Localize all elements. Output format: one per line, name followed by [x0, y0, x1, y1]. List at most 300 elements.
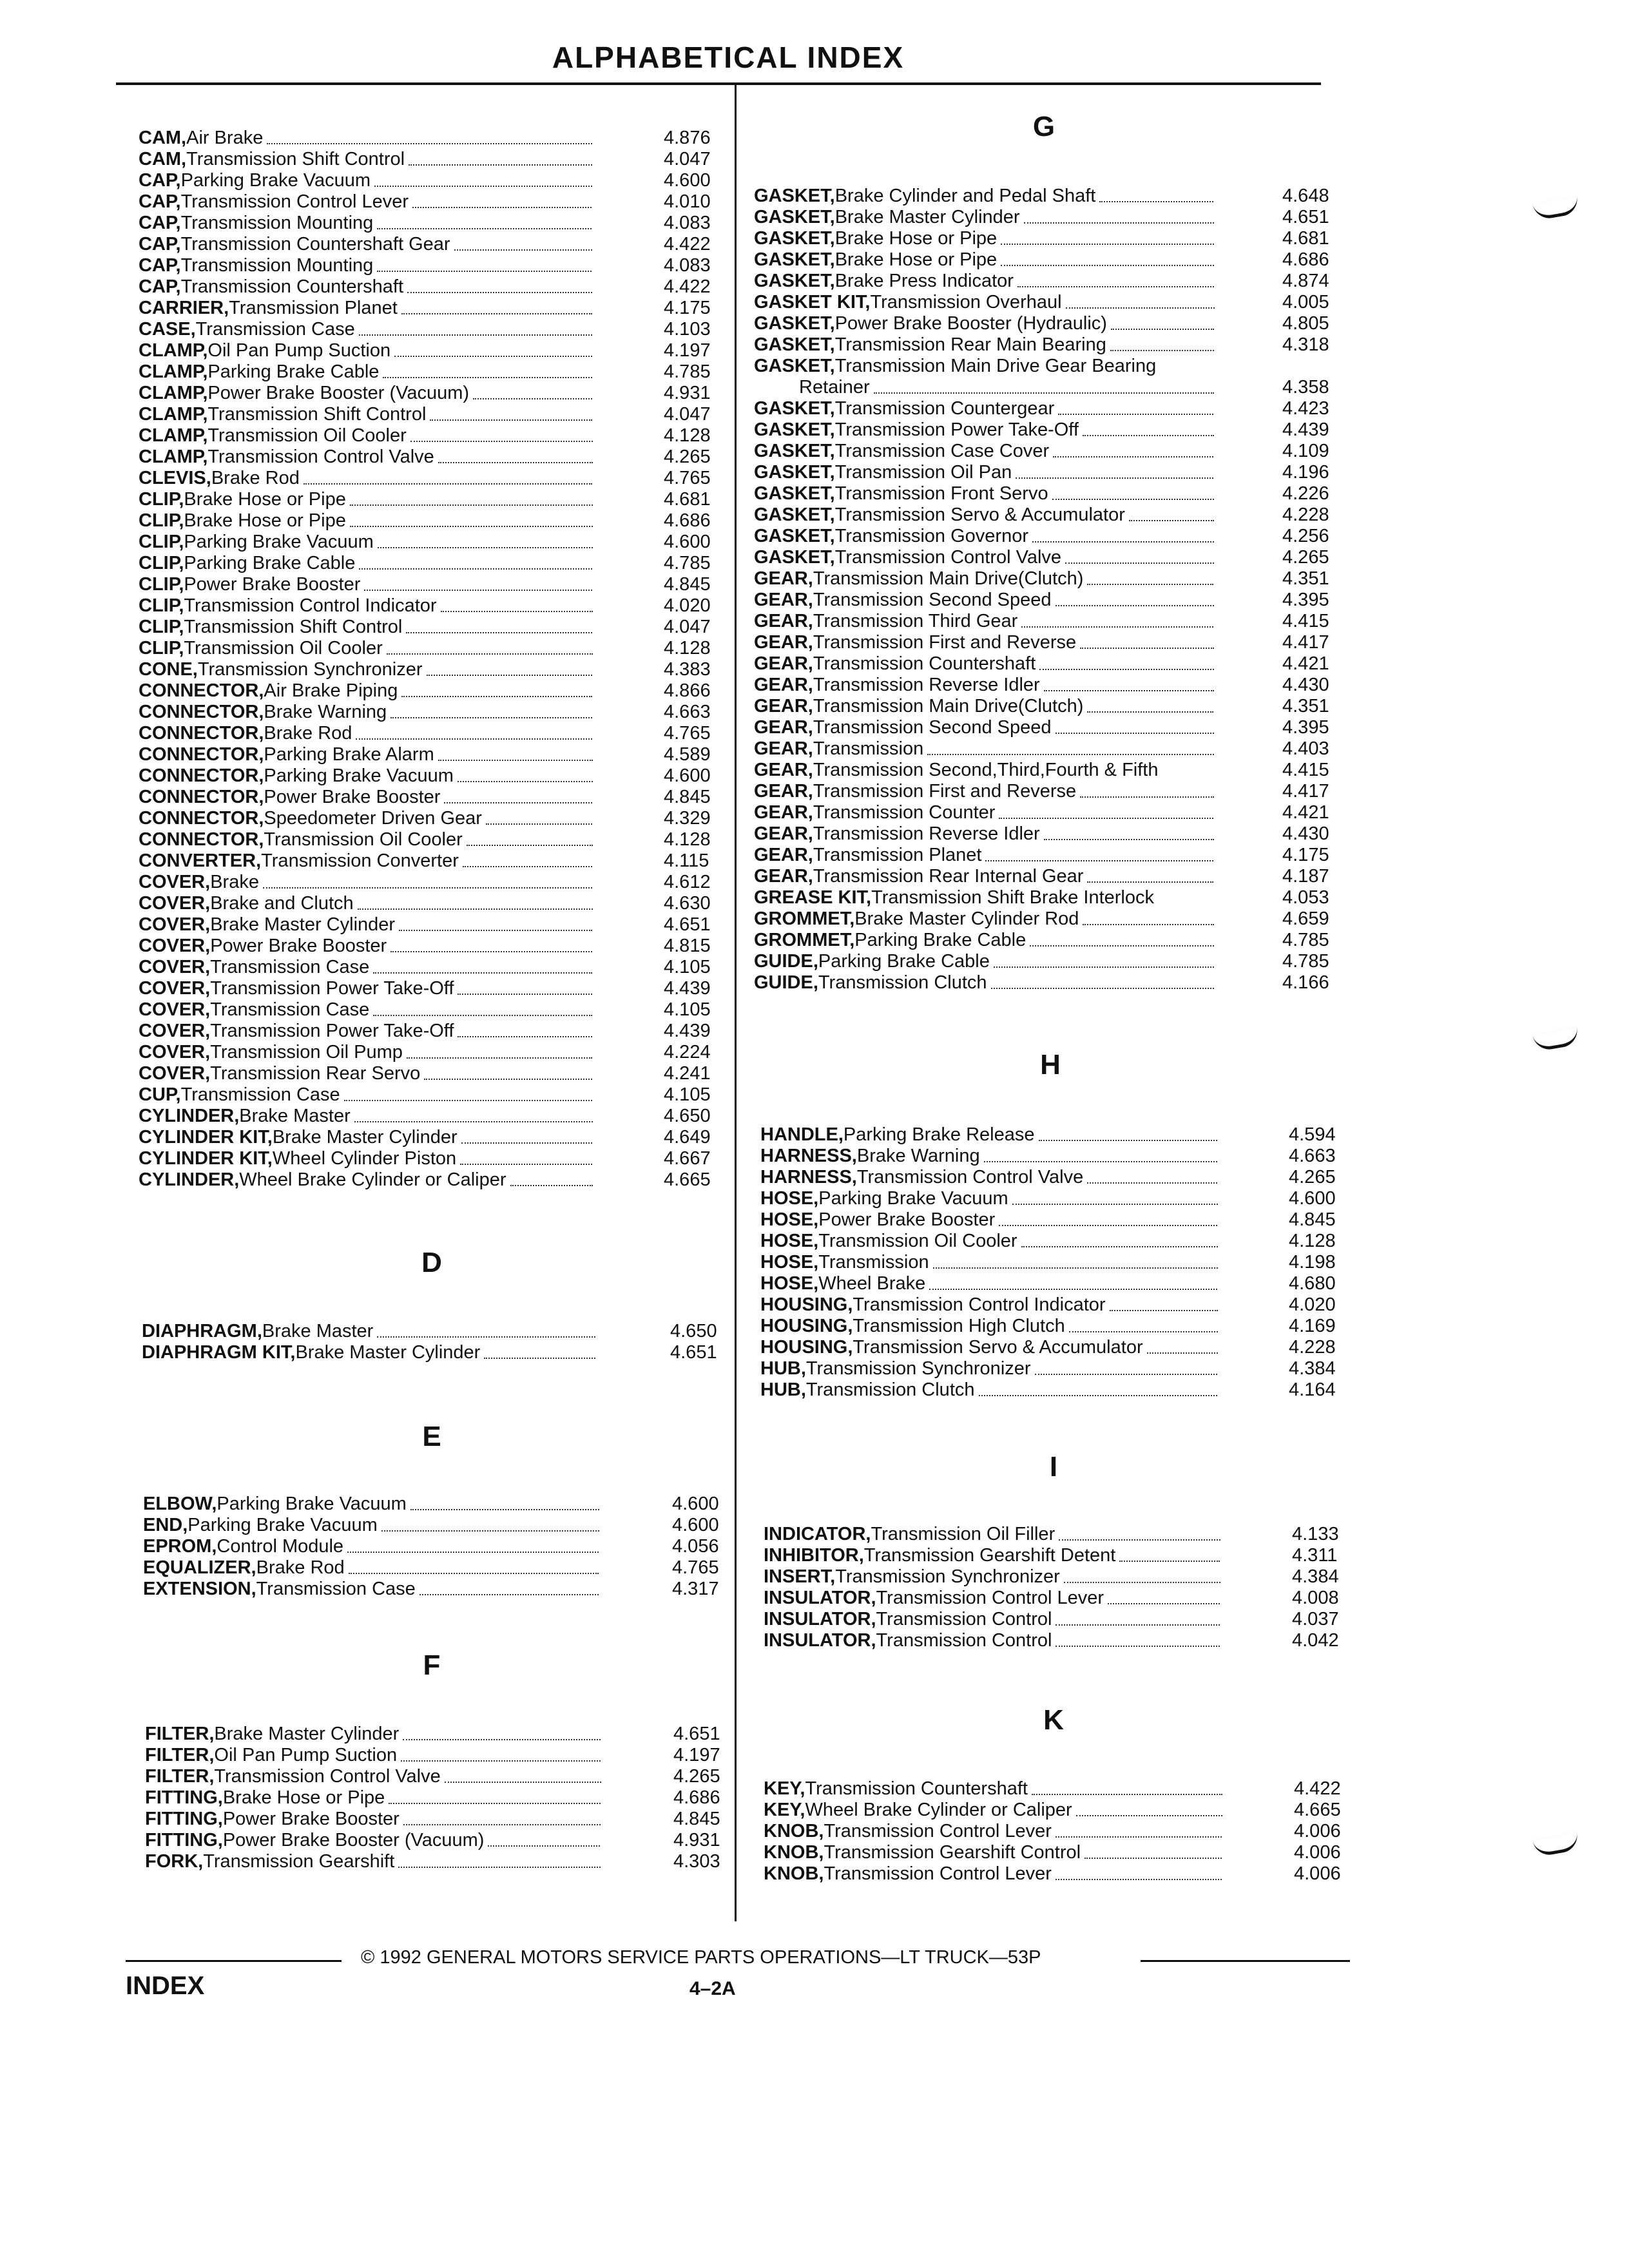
dot-leader	[389, 1802, 601, 1804]
entry-page-ref: 4.384	[1289, 1358, 1336, 1379]
dot-leader	[304, 483, 592, 485]
entry-description: Transmission Control Lever	[876, 1588, 1104, 1608]
entry-part-name: GEAR,	[754, 760, 813, 780]
entry-part-name: GASKET,	[754, 441, 835, 461]
entry-page-ref: 4.649	[664, 1127, 711, 1148]
dot-leader	[356, 738, 592, 740]
entry-part-name: GROMMET,	[754, 930, 855, 950]
dot-leader	[991, 987, 1214, 989]
entry-part-name: HOSE,	[760, 1252, 819, 1273]
section-letter-i: I	[1049, 1451, 1058, 1483]
dot-leader	[377, 1336, 595, 1338]
entry-page-ref: 4.650	[664, 1106, 711, 1126]
dot-leader	[401, 1760, 601, 1762]
entry-part-name: GASKET,	[754, 526, 835, 546]
dot-leader	[473, 398, 592, 399]
entry-page-ref: 4.845	[664, 787, 711, 807]
section-letter-g: G	[1032, 111, 1055, 142]
entry-part-name: INHIBITOR,	[764, 1545, 864, 1566]
dot-leader	[1032, 541, 1214, 543]
entry-description: Transmission Case	[210, 957, 370, 977]
dot-leader	[441, 610, 593, 612]
entry-part-name: GREASE KIT,	[754, 887, 872, 908]
index-entry	[754, 590, 1353, 611]
dot-leader	[1065, 562, 1214, 564]
entry-description: Transmission Power Take-Off	[210, 1021, 454, 1041]
entry-page-ref: 4.197	[673, 1745, 720, 1765]
index-entry	[754, 845, 1353, 866]
dot-leader	[1052, 498, 1214, 500]
index-entry	[754, 972, 1353, 994]
entry-page-ref: 4.228	[1282, 505, 1329, 525]
entry-page-ref: 4.600	[664, 532, 711, 552]
dot-leader	[510, 1184, 593, 1186]
entry-page-ref: 4.164	[1289, 1379, 1336, 1400]
index-entry	[139, 872, 735, 893]
entry-page-ref: 4.600	[672, 1494, 719, 1514]
index-entry	[754, 653, 1353, 675]
footer-rule-left	[126, 1960, 342, 1962]
index-entry	[754, 632, 1353, 653]
dot-leader	[1055, 1624, 1220, 1626]
index-entry	[139, 1021, 735, 1042]
entry-description: Transmission Control Indicator	[853, 1294, 1106, 1315]
dot-leader	[1076, 1814, 1222, 1816]
column-divider	[735, 85, 737, 1921]
entry-description: Oil Pan Pump Suction	[207, 340, 391, 361]
entry-part-name: CLIP,	[139, 638, 184, 658]
entry-description: Transmission Servo & Accumulator	[853, 1337, 1143, 1358]
dot-leader	[444, 802, 592, 803]
page-title: ALPHABETICAL INDEX	[552, 41, 905, 74]
entry-description: Transmission Power Take-Off	[834, 419, 1079, 440]
entry-page-ref: 4.395	[1282, 590, 1329, 610]
entry-description: Transmission Servo & Accumulator	[834, 505, 1125, 525]
dot-leader	[1055, 1878, 1222, 1880]
entry-part-name: CAP,	[139, 213, 181, 233]
index-entry	[764, 1778, 1365, 1800]
dot-leader	[1147, 1352, 1218, 1354]
entry-page-ref: 4.422	[1294, 1778, 1341, 1799]
index-entry	[754, 334, 1353, 356]
entry-part-name: COVER,	[139, 872, 211, 892]
index-entry	[139, 659, 735, 680]
entry-part-name: FITTING,	[145, 1809, 223, 1829]
entry-page-ref: 4.648	[1282, 186, 1329, 206]
entry-part-name: CAP,	[139, 255, 181, 276]
index-entry	[139, 787, 735, 808]
index-entry	[145, 1809, 744, 1830]
dot-leader	[1001, 264, 1214, 266]
entry-part-name: GASKET,	[754, 334, 835, 355]
index-entry	[754, 951, 1353, 972]
entry-page-ref: 4.417	[1282, 781, 1329, 802]
dot-leader	[984, 1160, 1217, 1162]
dot-leader	[364, 589, 592, 591]
entry-description: Transmission Oil Cooler	[818, 1231, 1017, 1251]
entry-part-name: CLIP,	[139, 532, 184, 552]
dot-leader	[929, 1288, 1217, 1290]
index-entry	[143, 1515, 743, 1536]
dot-leader	[1110, 349, 1214, 351]
entry-part-name: CONNECTOR,	[139, 787, 264, 807]
entry-part-name: HOSE,	[760, 1273, 819, 1294]
entry-part-name: GROMMET,	[754, 908, 855, 929]
index-entry	[139, 893, 735, 914]
entry-page-ref: 4.384	[1292, 1566, 1339, 1587]
entry-page-ref: 4.265	[664, 447, 711, 467]
index-entry	[145, 1766, 744, 1787]
dot-leader	[1059, 1539, 1220, 1541]
entry-description: Transmission Oil Cooler	[184, 638, 383, 658]
entry-part-name: KNOB,	[764, 1842, 824, 1863]
entry-description: Parking Brake Cable	[184, 553, 356, 573]
index-entry	[139, 1148, 735, 1169]
entry-description: Transmission Control Valve	[834, 547, 1062, 568]
index-entry	[139, 744, 735, 765]
entry-part-name: HANDLE,	[760, 1124, 843, 1145]
entry-description: Transmission Case Cover	[834, 441, 1050, 461]
entry-part-name: GEAR,	[754, 568, 813, 589]
entry-description: Transmission Shift Control	[186, 149, 405, 169]
index-entry	[764, 1800, 1365, 1821]
index-entry	[139, 532, 735, 553]
entry-description: Transmission Rear Servo	[210, 1063, 421, 1084]
entry-part-name: CONNECTOR,	[139, 829, 264, 850]
dot-leader	[1129, 519, 1214, 521]
index-entry	[754, 483, 1353, 505]
index-entry	[143, 1557, 743, 1579]
index-entry	[754, 887, 1353, 908]
entry-part-name: GEAR,	[754, 823, 813, 844]
entry-description: Brake Master Cylinder Rod	[854, 908, 1079, 929]
entry-description: Power Brake Booster	[818, 1209, 996, 1230]
dot-leader	[419, 1593, 599, 1595]
index-entry	[754, 738, 1353, 760]
entry-description: Transmission Synchronizer	[197, 659, 423, 680]
entry-part-name: GASKET,	[754, 547, 835, 568]
entry-description: Retainer	[799, 377, 870, 398]
dot-leader	[1119, 1560, 1220, 1562]
index-entry	[754, 547, 1353, 568]
index-entry	[139, 447, 735, 468]
entry-description: Parking Brake Vacuum	[180, 170, 371, 191]
entry-description: Power Brake Booster (Vacuum)	[207, 383, 470, 403]
entry-description: Transmission Clutch	[818, 972, 987, 993]
entry-part-name: CLIP,	[139, 553, 184, 573]
entry-part-name: HOUSING,	[760, 1316, 853, 1336]
entry-part-name: HARNESS,	[760, 1146, 857, 1166]
entry-description: Brake Hose or Pipe	[184, 489, 346, 510]
entry-description: Transmission High Clutch	[853, 1316, 1065, 1336]
entry-description: Power Brake Booster	[210, 936, 387, 956]
index-entry	[139, 1127, 735, 1148]
entry-page-ref: 4.008	[1292, 1588, 1339, 1608]
entry-part-name: COVER,	[139, 936, 211, 956]
entry-page-ref: 4.931	[664, 383, 711, 403]
entry-description: Parking Brake Vacuum	[188, 1515, 378, 1535]
entry-part-name: GUIDE,	[754, 951, 818, 972]
dot-leader	[1021, 626, 1213, 628]
dot-leader	[401, 695, 592, 697]
entry-page-ref: 4.228	[1289, 1337, 1336, 1358]
dot-leader	[1039, 668, 1214, 670]
entry-page-ref: 4.006	[1294, 1821, 1341, 1841]
entry-description: Transmission Control Lever	[824, 1863, 1052, 1884]
dot-leader	[1064, 1581, 1220, 1583]
entry-description: Transmission Control Valve	[207, 447, 434, 467]
index-entry	[139, 553, 735, 574]
entry-description: Transmission	[813, 738, 924, 759]
entry-part-name: FILTER,	[145, 1766, 215, 1787]
entry-page-ref: 4.128	[664, 829, 711, 850]
footer-copyright: © 1992 GENERAL MOTORS SERVICE PARTS OPERATIONS—LT TRUCK—53P	[361, 1947, 1041, 1968]
entry-part-name: CLEVIS,	[139, 468, 211, 488]
entry-page-ref: 4.226	[1282, 483, 1329, 504]
index-entry	[139, 936, 735, 957]
dot-leader	[383, 376, 592, 378]
entry-page-ref: 4.224	[664, 1042, 711, 1062]
index-entry	[760, 1252, 1360, 1273]
entry-description: Transmission Planet	[813, 845, 982, 865]
entry-description: Transmission Control Valve	[856, 1167, 1084, 1187]
entry-description: Transmission Oil Cooler	[264, 829, 463, 850]
entry-description: Transmission First and Reverse	[813, 781, 1077, 802]
entry-part-name: CUP,	[139, 1084, 181, 1105]
dot-leader	[1016, 477, 1213, 479]
index-entry	[139, 170, 735, 191]
entry-part-name: CAP,	[139, 170, 181, 191]
entry-description: Parking Brake Cable	[818, 951, 990, 972]
index-entry	[145, 1724, 744, 1745]
index-entry	[139, 1063, 735, 1084]
entry-part-name: CAP,	[139, 234, 181, 255]
dot-leader	[377, 227, 592, 229]
entry-description: Transmission Shift Control	[184, 617, 403, 637]
entry-page-ref: 4.600	[664, 170, 711, 191]
dot-leader	[445, 1781, 601, 1783]
index-entry	[754, 356, 1353, 377]
index-entry	[760, 1231, 1360, 1252]
index-entry	[764, 1588, 1363, 1609]
index-entry	[139, 1169, 735, 1191]
entry-page-ref: 4.589	[664, 744, 711, 765]
entry-page-ref: 4.686	[673, 1787, 720, 1808]
entry-part-name: KNOB,	[764, 1821, 824, 1841]
index-entry	[143, 1579, 743, 1600]
entry-description: Transmission Control Lever	[824, 1821, 1052, 1841]
index-entry	[139, 617, 735, 638]
index-entry	[764, 1863, 1365, 1885]
entry-description: Transmission Control	[876, 1609, 1052, 1629]
entry-description: Brake Master Cylinder	[272, 1127, 458, 1148]
entry-part-name: CLIP,	[139, 617, 184, 637]
dot-leader	[1053, 456, 1213, 457]
index-entry	[754, 675, 1353, 696]
index-entry	[139, 489, 735, 510]
dot-leader	[406, 631, 592, 633]
entry-part-name: HOUSING,	[760, 1337, 853, 1358]
entry-part-name: CYLINDER KIT,	[139, 1127, 273, 1148]
entry-page-ref: 4.874	[1282, 271, 1329, 291]
entry-part-name: FILTER,	[145, 1724, 215, 1744]
entry-page-ref: 4.187	[1282, 866, 1329, 887]
entry-description: Brake Hose or Pipe	[834, 228, 998, 249]
entry-part-name: FORK,	[145, 1851, 204, 1872]
entry-description: Transmission Countershaft Gear	[180, 234, 450, 255]
index-entry	[139, 765, 735, 787]
dot-leader	[403, 1738, 601, 1740]
entry-page-ref: 4.805	[1282, 313, 1329, 334]
dot-leader	[1087, 881, 1213, 883]
entry-page-ref: 4.663	[664, 702, 711, 722]
index-entry	[139, 808, 735, 829]
dot-leader	[387, 653, 593, 655]
index-entry	[760, 1379, 1360, 1401]
dot-leader	[1021, 1245, 1218, 1247]
dot-leader	[344, 1099, 592, 1101]
entry-part-name: DIAPHRAGM,	[142, 1321, 262, 1341]
dot-leader	[407, 1057, 592, 1059]
index-entry	[145, 1830, 744, 1851]
entry-page-ref: 4.241	[664, 1063, 711, 1084]
entry-description: Air Brake Piping	[264, 680, 398, 701]
entry-page-ref: 4.175	[664, 298, 711, 318]
entry-description: Brake Press Indicator	[834, 271, 1014, 291]
index-entry	[139, 510, 735, 532]
entry-part-name: GASKET,	[754, 505, 835, 525]
index-entry	[764, 1609, 1363, 1630]
index-entry	[139, 340, 735, 361]
entry-page-ref: 4.686	[1282, 249, 1329, 270]
entry-description: Transmission Reverse Idler	[813, 675, 1040, 695]
entry-description: Transmission Countergear	[834, 398, 1055, 419]
dot-leader	[1080, 647, 1214, 649]
entry-description: Transmission Mounting	[180, 213, 374, 233]
index-entry	[139, 638, 735, 659]
entry-part-name: GASKET,	[754, 207, 835, 227]
index-entry	[142, 1342, 741, 1363]
entry-part-name: HARNESS,	[760, 1167, 857, 1187]
entry-page-ref: 4.651	[673, 1724, 720, 1744]
index-entry	[139, 234, 735, 255]
entry-page-ref: 4.010	[664, 191, 711, 212]
entry-part-name: CLIP,	[139, 489, 184, 510]
entry-page-ref: 4.265	[1282, 547, 1329, 568]
dot-leader	[1083, 923, 1214, 925]
entry-part-name: HOSE,	[760, 1188, 819, 1209]
index-entry	[754, 802, 1353, 823]
entry-description: Oil Pan Pump Suction	[214, 1745, 398, 1765]
entry-part-name: CARRIER,	[139, 298, 229, 318]
index-entry	[139, 999, 735, 1021]
entry-part-name: CLAMP,	[139, 340, 208, 361]
entry-part-name: GEAR,	[754, 802, 813, 823]
entry-page-ref: 4.169	[1289, 1316, 1336, 1336]
dot-leader	[933, 1267, 1218, 1269]
dot-leader	[378, 546, 593, 548]
entry-page-ref: 4.651	[664, 914, 711, 935]
entry-part-name: HOUSING,	[760, 1294, 853, 1315]
entry-part-name: GASKET,	[754, 271, 835, 291]
entry-page-ref: 4.358	[1282, 377, 1329, 398]
entry-part-name: GEAR,	[754, 611, 813, 631]
dot-leader	[1111, 328, 1214, 330]
entry-description: Brake Master Cylinder	[834, 207, 1020, 227]
entry-page-ref: 4.430	[1282, 823, 1329, 844]
dot-leader	[407, 291, 592, 293]
index-entry	[760, 1188, 1360, 1209]
entry-page-ref: 4.665	[664, 1169, 711, 1190]
entry-part-name: EQUALIZER,	[143, 1557, 256, 1578]
dot-leader	[390, 716, 592, 718]
entry-page-ref: 4.256	[1282, 526, 1329, 546]
section-letter-d: D	[421, 1247, 442, 1278]
entry-description: Transmission Converter	[261, 850, 459, 871]
entry-description: Parking Brake Vacuum	[217, 1494, 407, 1514]
dot-leader	[430, 419, 592, 421]
entry-page-ref: 4.866	[664, 680, 711, 701]
entry-description: Transmission Oil Pump	[210, 1042, 403, 1062]
dot-leader	[424, 1078, 592, 1080]
entry-page-ref: 4.166	[1282, 972, 1329, 993]
entry-page-ref: 4.931	[673, 1830, 720, 1850]
entry-part-name: CONNECTOR,	[139, 680, 264, 701]
entry-page-ref: 4.047	[664, 149, 711, 169]
entry-description: Transmission Countershaft	[180, 276, 404, 297]
dot-leader	[350, 504, 593, 506]
index-entry	[760, 1167, 1360, 1188]
entry-part-name: GEAR,	[754, 590, 813, 610]
dot-leader	[347, 1551, 599, 1553]
index-entry	[143, 1536, 743, 1557]
entry-part-name: INSERT,	[764, 1566, 836, 1587]
entry-description: Transmission Case	[180, 1084, 340, 1105]
dot-leader	[350, 525, 593, 527]
dot-leader	[1055, 1836, 1222, 1838]
entry-part-name: GASKET,	[754, 249, 835, 270]
entry-part-name: EXTENSION,	[143, 1579, 256, 1599]
entry-part-name: COVER,	[139, 957, 211, 977]
entry-part-name: FILTER,	[145, 1745, 215, 1765]
entry-page-ref: 4.680	[1289, 1273, 1336, 1294]
dot-leader	[874, 392, 1214, 394]
entry-part-name: COVER,	[139, 978, 211, 999]
footer-section: INDEX	[126, 1972, 205, 2000]
entry-part-name: HOSE,	[760, 1209, 819, 1230]
entry-page-ref: 4.196	[1282, 462, 1329, 483]
entry-part-name: CAP,	[139, 191, 181, 212]
entry-description: Parking Brake Alarm	[264, 744, 434, 765]
dot-leader	[410, 440, 593, 442]
index-entry	[139, 574, 735, 595]
entry-page-ref: 4.765	[664, 468, 711, 488]
index-entry	[760, 1146, 1360, 1167]
index-entry	[139, 383, 735, 404]
dot-leader	[1087, 711, 1213, 713]
entry-page-ref: 4.053	[1282, 887, 1329, 908]
dot-leader	[438, 461, 593, 463]
entry-page-ref: 4.318	[1282, 334, 1329, 355]
entry-part-name: CONNECTOR,	[139, 744, 264, 765]
entry-description: Transmission Main Drive Gear Bearing	[834, 356, 1157, 376]
dot-leader	[359, 334, 592, 336]
footer-page-number: 4–2A	[689, 1978, 736, 1999]
entry-description: Transmission Second Speed	[813, 590, 1052, 610]
dot-leader	[267, 142, 592, 144]
entry-part-name: CYLINDER KIT,	[139, 1148, 273, 1169]
entry-part-name: EPROM,	[143, 1536, 217, 1557]
